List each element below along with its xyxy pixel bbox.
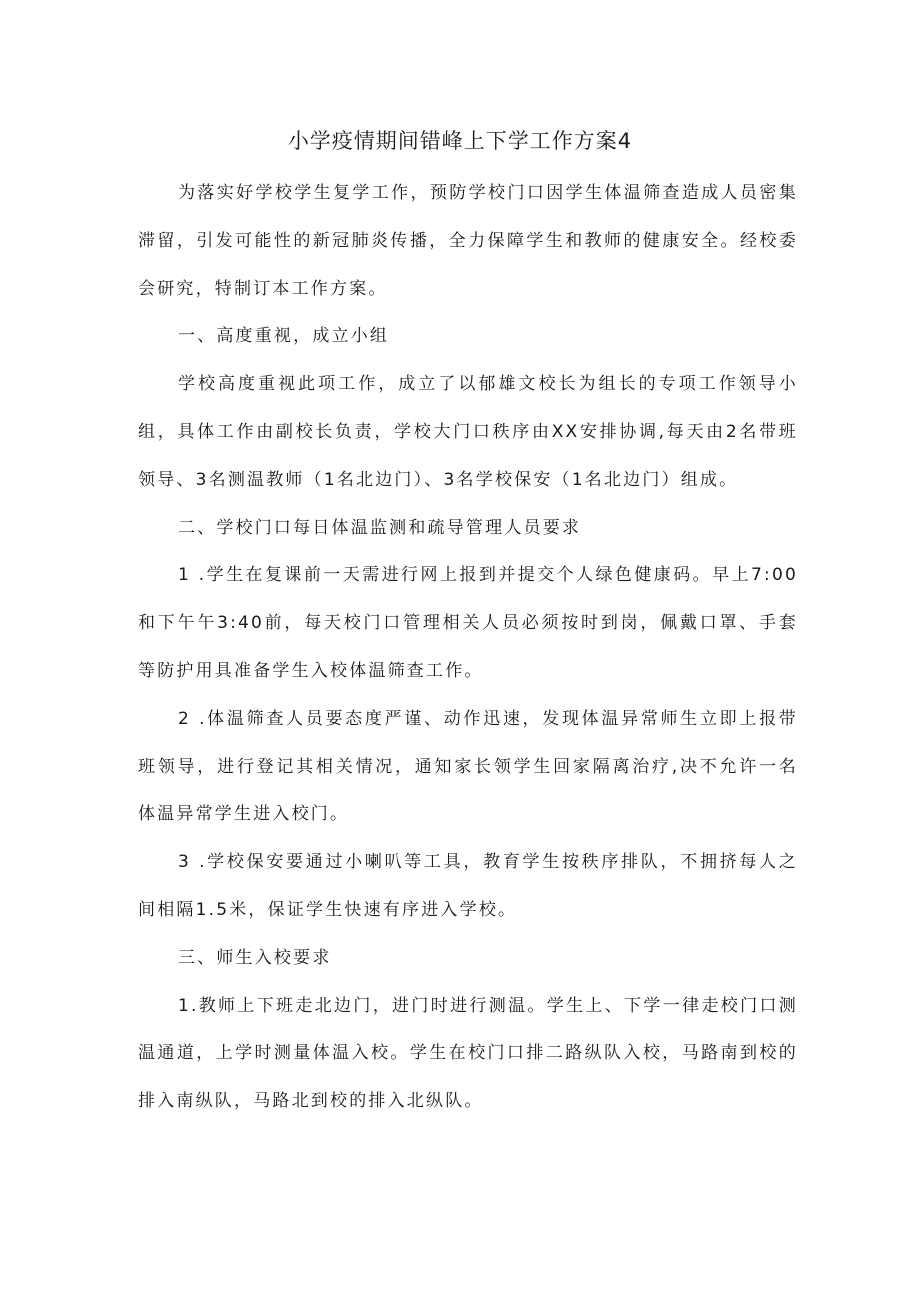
document-body	[138, 170, 798, 1126]
document-title: 小学疫情期间错峰上下学工作方案4	[287, 129, 633, 153]
section-heading-2: 二、学校门口每日体温监测和疏导管理人员要求	[177, 517, 582, 538]
section-2-item-3: 3 .学校保安要通过小喇叭等工具，教育学生按秩序排队，不拥挤每人之间相隔1.5米，保证学生快速有序进入学校。	[138, 852, 798, 920]
section-heading-1: 一、高度重视，成立小组	[177, 326, 390, 347]
section-3-item-1: 1.教师上下班走北边门，进门时进行测温。学生上、下学一律走校门口测温通道，上学时测量体温入校。学生在校门口排二路纵队入校，马路南到校的排入南纵队，马路北到校的排入北纵队。	[138, 995, 798, 1112]
section-2-item-1: 1 .学生在复课前一天需进行网上报到并提交个人绿色健康码。早上7:00和下午午3:40前，每天校门口管理相关人员必须按时到岗，佩戴口罩、手套等防护用具准备学生入校体温筛查工作。	[138, 565, 798, 681]
section-heading-3: 三、师生入校要求	[177, 947, 332, 968]
intro-paragraph: 为落实好学校学生复学工作，预防学校门口因学生体温筛查造成人员密集滞留，引发可能性的新冠肺炎传播，全力保障学生和教师的健康安全。经校委会研究，特制订本工作方案。	[138, 183, 798, 299]
section-2-item-2: 2 .体温筛查人员要态度严谨、动作迅速，发现体温异常师生立即上报带班领导，进行登记其相关情况，通知家长领学生回家隔离治疗,决不允许一名体温异常学生进入校门。	[138, 708, 798, 825]
section-1-paragraph: 学校高度重视此项工作，成立了以郁雄文校长为组长的专项工作领导小组，具体工作由副校长负责，学校大门口秩序由XX安排协调,每天由2名带班领导、3名测温教师（1名北边门）、3名学校保安（1名北边门）组成。	[138, 374, 798, 490]
